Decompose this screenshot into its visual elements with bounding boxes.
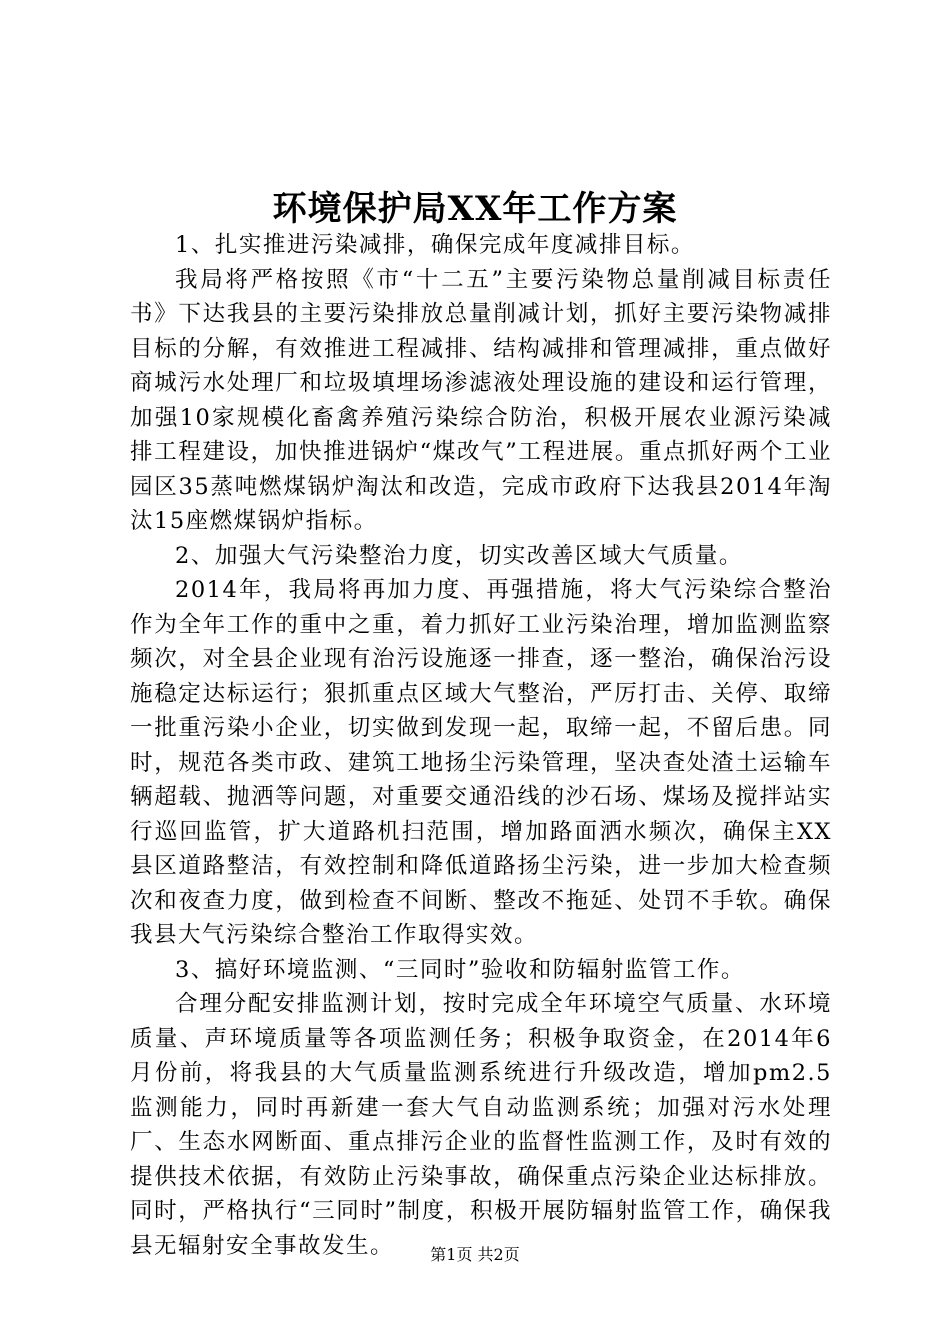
section-heading-2: 2、加强大气污染整治力度，切实改善区域大气质量。 [175,542,743,569]
page-number-footer: 第1页 共2页 [430,1245,520,1264]
section-heading-3: 3、搞好环境监测、“三同时”验收和防辐射监管工作。 [175,956,745,983]
document-title: 环境保护局XX年工作方案 [272,189,678,229]
document-body [130,228,832,1263]
paragraph-2: 2014年，我局将再加力度、再强措施，将大气污染综合整治作为全年工作的重中之重，着力抓好工业污染治理，增加监测监察频次，对全县企业现有治污设施逐一排查，逐一整治，确保治污设施稳定达标运行；狠抓重点区域大气整治，严厉打击、关停、取缔一批重污染小企业，切实做到发现一起，取缔一起，不留后患。同时，规范各类市政、建筑工地扬尘污染管理，坚决查处渣土运输车辆超载、抛洒等问题，对重要交通沿线的沙石场、煤场及搅拌站实行巡回监管，扩大道路机扫范围，增加路面洒水频次，确保主XX县区道路整洁，有效控制和降低道路扬尘污染，进一步加大检查频次和夜查力度，做到检查不间断、整改不拖延、处罚不手软。确保我县大气污染综合整治工作取得实效。 [130,577,832,948]
paragraph-1: 我局将严格按照《市“十二五”主要污染物总量削减目标责任书》下达我县的主要污染排放总量削减计划，抓好主要污染物减排目标的分解，有效推进工程减排、结构减排和管理减排，重点做好商城污水处理厂和垃圾填埋场渗滤液处理设施的建设和运行管理，加强10家规模化畜禽养殖污染综合防治，积极开展农业源污染减排工程建设，加快推进锅炉“煤改气”工程进展。重点抓好两个工业园区35蒸吨燃煤锅炉淘汰和改造，完成市政府下达我县2014年淘汰15座燃煤锅炉指标。 [130,266,832,534]
paragraph-3: 合理分配安排监测计划，按时完成全年环境空气质量、水环境质量、声环境质量等各项监测任务；积极争取资金，在2014年6月份前，将我县的大气质量监测系统进行升级改造，增加pm2.5监测能力，同时再新建一套大气自动监测系统；加强对污水处理厂、生态水网断面、重点排污企业的监督性监测工作，及时有效的提供技术依据，有效防止污染事故，确保重点污染企业达标排放。同时，严格执行“三同时”制度，积极开展防辐射监管工作，确保我县无辐射安全事故发生。 [130,991,832,1259]
section-heading-1: 1、扎实推进污染减排，确保完成年度减排目标。 [175,232,695,258]
